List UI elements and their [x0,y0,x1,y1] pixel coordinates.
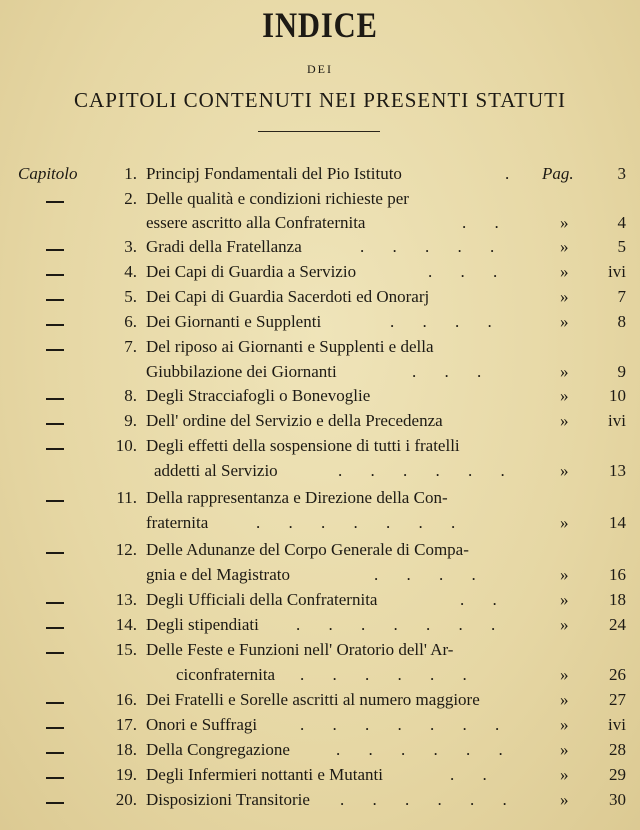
ditto-dash [46,201,64,203]
toc-entry-10 [0,436,640,462]
chapter-title: Della rappresentanza e Direzione della Con- [146,488,448,507]
chapter-number: 5. [124,287,137,306]
ditto-dash [46,627,64,629]
toc-entry-17 [0,715,640,741]
toc-entry-7-cont [0,362,640,388]
chapter-number: 15. [115,640,137,659]
leader-dots: . . . [412,362,494,381]
page-number: 13 [609,461,626,480]
page-number: 28 [609,740,626,759]
chapter-title: Delle qualità e condizioni richieste per [146,189,409,208]
chapter-title: Delle Feste e Funzioni nell' Oratorio dell' Ar- [146,640,454,659]
page-number: 26 [609,665,626,684]
chapter-title: Dei Giornanti e Supplenti [146,312,322,331]
chapter-title: Dei Fratelli e Sorelle ascritti al numero maggiore [146,690,480,709]
page-number: ivi [608,715,626,734]
page-number: 29 [609,765,626,784]
ditto-dash [46,602,64,604]
chapter-title: Dei Capi di Guardia Sacerdoti ed Onorarj [146,287,430,306]
leader-dots: . [505,164,522,183]
page-title: INDICE [262,5,378,45]
chapter-number: 16. [115,690,137,709]
chapter-title: Degli Ufficiali della Confraternita [146,590,378,609]
ditto-mark: » [560,690,569,709]
toc-entry-15 [0,640,640,666]
chapter-title: Dei Capi di Guardia a Servizio [146,262,357,281]
ditto-dash [46,500,64,502]
ditto-dash [46,324,64,326]
chapter-title: Dell' ordine del Servizio e della Precedenza [146,411,443,430]
ditto-dash [46,274,64,276]
chapter-title-continued: gnia e del Magistrato [146,565,290,584]
chapter-number: 14. [115,615,137,634]
toc-entry-5 [0,287,640,313]
chapter-title-continued: addetti al Servizio [154,461,278,480]
leader-dots: . . . . . . [300,665,479,684]
chapter-number: 12. [115,540,137,559]
ditto-dash [46,249,64,251]
chapter-title: Disposizioni Transitorie [146,790,310,809]
chapter-title-continued: ciconfraternita [176,665,276,684]
toc-entry-15-cont [0,665,640,691]
page-subtitle: CAPITOLI CONTENUTI NEI PRESENTI STATUTI [74,88,566,112]
toc-entry-2-cont [0,213,640,239]
leader-dots: . . . . . [360,237,507,256]
chapter-number: 20. [115,790,137,809]
page-number: 10 [609,386,626,405]
chapter-title: Gradi della Fratellanza [146,237,302,256]
toc-entry-4 [0,262,640,288]
page-number: 18 [609,590,626,609]
title-connector: DEI [307,62,333,76]
page-number: 24 [609,615,626,634]
chapter-number: 6. [124,312,137,331]
toc-entry-13 [0,590,640,616]
page-number: 16 [609,565,626,584]
leader-dots: . . . . . . [338,461,517,480]
ditto-mark: » [560,312,569,331]
chapter-number: 17. [115,715,137,734]
chapter-number: 3. [124,237,137,256]
page-number: ivi [608,411,626,430]
toc-entry-11-cont [0,513,640,539]
leader-dots: . . . . . . . [256,513,468,532]
ditto-mark: » [560,237,569,256]
ditto-mark: » [560,715,569,734]
chapter-number: 7. [124,337,137,356]
page-number: 27 [609,690,626,709]
ditto-mark: » [560,513,569,532]
chapter-title: Degli Infermieri nottanti e Mutanti [146,765,383,784]
chapter-title: Delle Adunanze del Corpo Generale di Compa- [146,540,469,559]
ditto-dash [46,398,64,400]
leader-dots: . . . [428,262,510,281]
ditto-dash [46,777,64,779]
ditto-mark: » [560,615,569,634]
ditto-mark: » [560,590,569,609]
leader-dots: . . . . . . [336,740,515,759]
ditto-mark: » [560,740,569,759]
toc-entry-11 [0,488,640,514]
ditto-mark: » [560,411,569,430]
leader-dots: . . [460,590,509,609]
chapter-number: 1. [124,164,137,183]
toc-entry-9 [0,411,640,437]
ditto-mark: » [560,213,569,232]
toc-entry-2 [0,189,640,215]
leader-dots: . . [450,765,499,784]
ditto-dash [46,802,64,804]
chapter-title: Onori e Suffragi [146,715,258,734]
toc-entry-20 [0,790,640,816]
toc-entry-6 [0,312,640,338]
toc-entry-19 [0,765,640,791]
chapter-title: Degli Stracciafogli o Bonevoglie [146,386,371,405]
leader-dots: . . . . [390,312,504,331]
chapter-number: 4. [124,262,137,281]
ditto-mark: » [560,765,569,784]
chapter-title-continued: fraternita [146,513,209,532]
ditto-dash [46,752,64,754]
chapter-title: Principj Fondamentali del Pio Istituto [146,164,402,183]
leader-dots: . . . . . . . [296,615,508,634]
ditto-mark: » [560,362,569,381]
ditto-dash [46,423,64,425]
ditto-mark: » [560,665,569,684]
pag-label: Pag. [542,164,574,183]
toc-entry-18 [0,740,640,766]
ditto-mark: » [560,262,569,281]
chapter-title-continued: essere ascritto alla Confraternita [146,213,366,232]
ditto-dash [46,652,64,654]
toc-entry-10-cont [0,461,640,487]
ditto-mark: » [560,287,569,306]
capitolo-label: Capitolo [18,164,78,183]
chapter-number: 11. [116,488,137,507]
page-number: 4 [617,213,626,232]
page-number: 5 [617,237,626,256]
leader-dots: . . . . [374,565,488,584]
chapter-number: 10. [115,436,137,455]
page-number: 7 [617,287,626,306]
page-number: 9 [617,362,626,381]
toc-entry-8 [0,386,640,412]
chapter-title: Degli stipendiati [146,615,259,634]
leader-dots: . . . . . . [340,790,519,809]
toc-entry-1 [0,164,640,190]
ditto-dash [46,299,64,301]
chapter-number: 18. [115,740,137,759]
leader-dots: . . [462,213,511,232]
ditto-dash [46,552,64,554]
ditto-mark: » [560,461,569,480]
page-number: 30 [609,790,626,809]
toc-entry-7 [0,337,640,363]
chapter-title: Degli effetti della sospensione di tutti i fratelli [146,436,460,455]
chapter-number: 13. [115,590,137,609]
page-number: ivi [608,262,626,281]
ditto-dash [46,448,64,450]
chapter-number: 8. [124,386,137,405]
toc-entry-14 [0,615,640,641]
toc-entry-12 [0,540,640,566]
ditto-mark: » [560,386,569,405]
ditto-dash [46,702,64,704]
page-number: 14 [609,513,626,532]
ditto-dash [46,727,64,729]
chapter-title-continued: Giubbilazione dei Giornanti [146,362,337,381]
title-divider [258,131,380,132]
ditto-mark: » [560,565,569,584]
ditto-dash [46,349,64,351]
toc-entry-12-cont [0,565,640,591]
chapter-number: 19. [115,765,137,784]
toc-entry-16 [0,690,640,716]
chapter-title: Della Congregazione [146,740,290,759]
chapter-number: 9. [124,411,137,430]
page-number: 3 [617,164,626,183]
chapter-number: 2. [124,189,137,208]
chapter-title: Del riposo ai Giornanti e Supplenti e della [146,337,434,356]
leader-dots: . . . . . . . [300,715,512,734]
ditto-mark: » [560,790,569,809]
toc-entry-3 [0,237,640,263]
page-number: 8 [617,312,626,331]
